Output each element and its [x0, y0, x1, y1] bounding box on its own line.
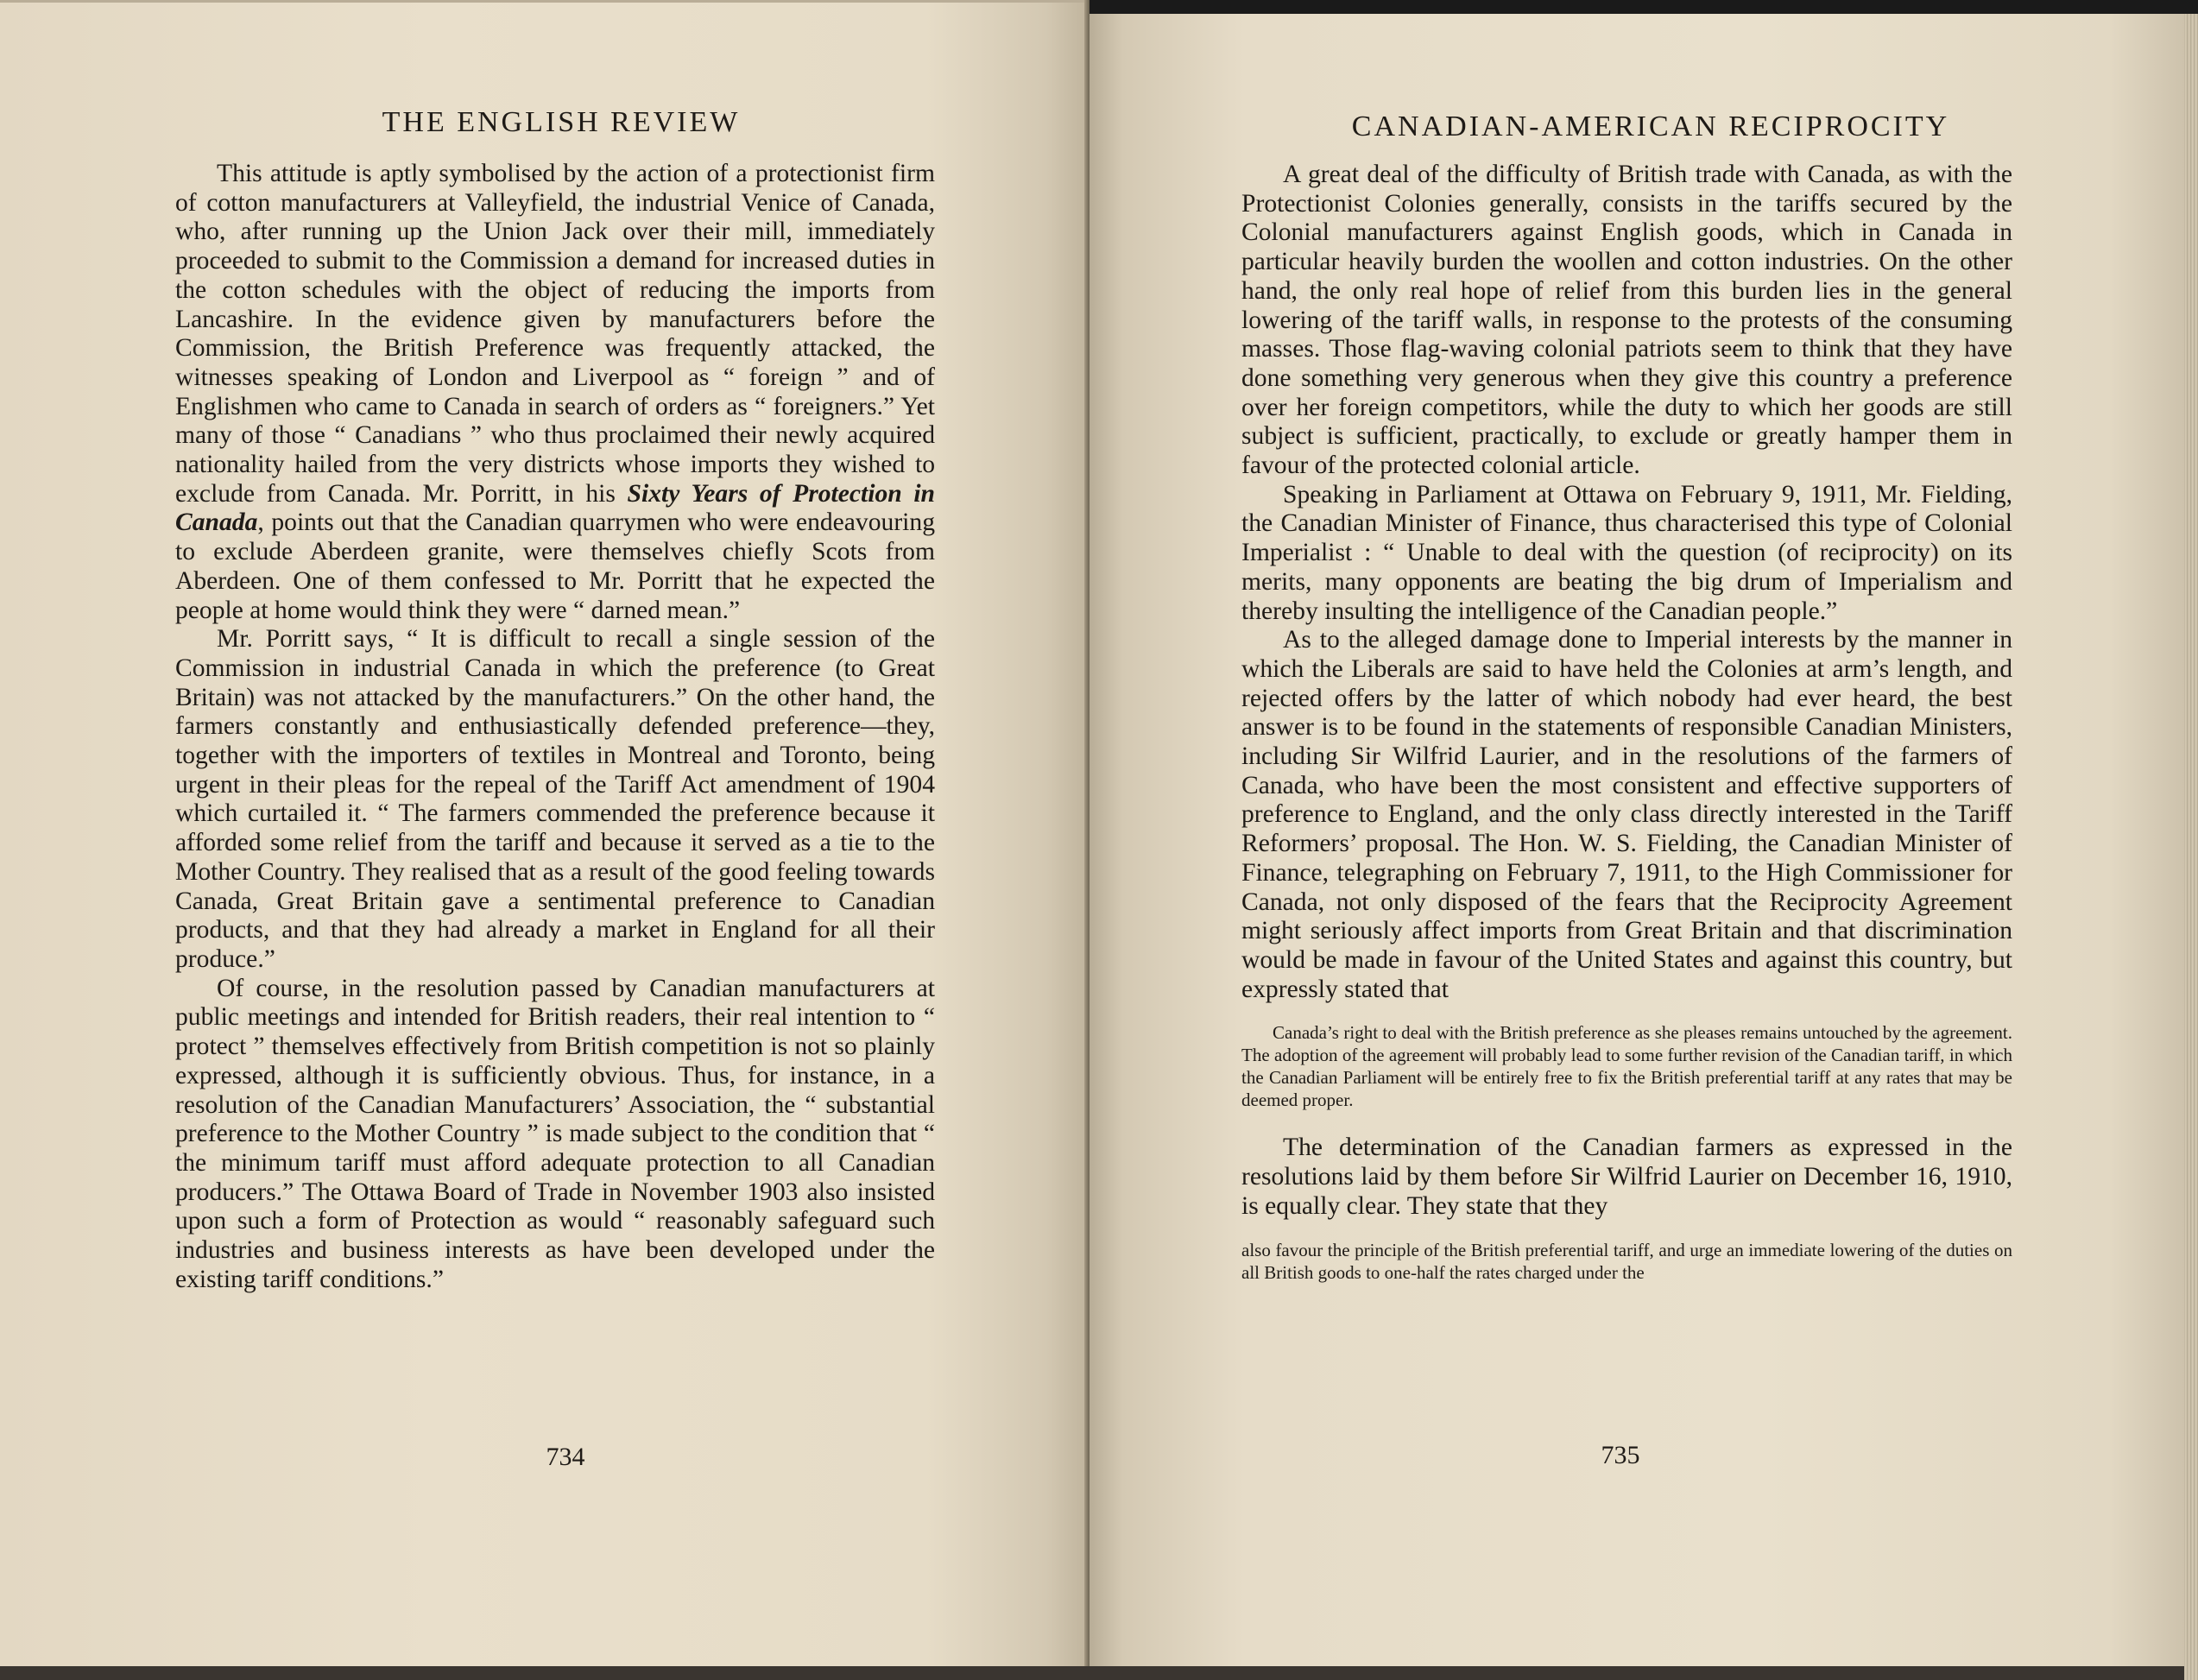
paragraph: As to the alleged damage done to Imperial interests by the manner in which the Liberals are said to have held the Colonies at arm’s length, and rejected offers by the latter of which nobody had ever heard, the best answer is to be found in the statements of responsible Canadian Ministers, including Sir Wilfrid Laurier, and in the resolutions of the farmers of Canada, who have been the most consistent and effective supporters of preference to England, and the only class directly interested in the Tariff Reformers’ proposal. The Hon. W. S. Fielding, the Canadian Minister of Finance, telegraphing on February 7, 1911, to the High Commissioner for Canada, not only disposed of the fears that the Reciprocity Agreement might seriously affect imports from Great Britain and that discrimination would be made in favour of the United States and against this country, but expressly stated that [1241, 626, 2012, 1003]
paragraph: Speaking in Parliament at Ottawa on February 9, 1911, Mr. Fielding, the Canadian Minister of Finance, thus characterised this type of Colonial Imperialist : “ Unable to deal with the question (of reciprocity) on its merits, many opponents are beating the big drum of Imperialism and thereby insulting the intelligence of the Canadian people.” [1241, 480, 2012, 625]
paragraph-text: , points out that the Canadian quarrymen who were endeavouring to exclude Aberdeen granite, were themselves chiefly Scots from Aberdeen. One of them confessed to Mr. Porritt that he expected the people at home would think they were “ darned mean.” [175, 508, 935, 624]
page-number-left: 734 [546, 1443, 585, 1471]
left-page-body [175, 160, 935, 1294]
page-number-right: 735 [1601, 1441, 1640, 1469]
block-quote: Canada’s right to deal with the British preference as she pleases remains untouched by the agreement. The adoption of the agreement will probably lead to some further revision of the Canadian tariff, in which the Canadian Parliament will be entirely free to fix the British preferential tariff at any rates that may be deemed proper. [1241, 1022, 2012, 1111]
paragraph: Mr. Porritt says, “ It is difficult to recall a single session of the Commission in industrial Canada in which the preference (to Great Britain) was not attacked by the manufacturers.” On the other hand, the farmers constantly and enthusiastically defended preference—they, together with the importers of textiles in Montreal and Toronto, being urgent in their pleas for the repeal of the Tariff Act amendment of 1904 which curtailed it. “ The farmers commended the preference because it afforded some relief from the tariff and because it served as a tie to the Mother Country. They realised that as a result of the good feeling towards Canada, Great Britain gave a sentimental preference to Canadian products, and that they had already a market in England for all their produce.” [175, 625, 935, 973]
paragraph [175, 160, 935, 625]
running-head-right: CANADIAN-AMERICAN RECIPROCITY [1351, 111, 1950, 142]
block-quote: also favour the principle of the British preferential tariff, and urge an immediate lowering of the duties on all British goods to one-half the rates charged under the [1241, 1239, 2012, 1283]
right-page-body [1241, 161, 2012, 1284]
paragraph: A great deal of the difficulty of British trade with Canada, as with the Protectionist Colonies generally, consists in the tariffs secured by the Colonial manufacturers against English goods, which in Canada in particular heavily burden the woollen and cotton industries. On the other hand, the only real hope of relief from this burden lies in the general lowering of the tariff walls, in response to the protests of the consuming masses. Those flag-waving colonial patriots seem to think that they have done something very generous when they give this country a preference over her foreign competitors, while the duty to which her goods are still subject is sufficient, practically, to exclude or greatly hamper them in favour of the protected colonial article. [1241, 161, 2012, 480]
book-title: Sixty Years of Protection in Canada [175, 479, 935, 537]
right-page [1090, 0, 2198, 1666]
left-page [0, 0, 1090, 1666]
paragraph-text: This attitude is aptly symbolised by the action of a protectionist firm of cotton manufacturers at Valleyfield, the industrial Venice of Canada, who, after running up the Union Jack over their mill, immediately proceeded to submit to the Commission a demand for increased duties in the cotton schedules with the object of reducing the imports from Lancashire. In the evidence given by manufacturers before the Commission, the British Preference was frequently attacked, the witnesses speaking of London and Liverpool as “ foreign ” and of Englishmen who came to Canada in search of orders as “ foreigners.” Yet many of those “ Canadians ” who thus proclaimed their newly acquired nationality hailed from the very districts whose imports they wished to exclude from Canada. Mr. Porritt, in his [175, 160, 935, 508]
page-edge [2184, 14, 2198, 1680]
running-head-left: THE ENGLISH REVIEW [382, 106, 741, 138]
paragraph: Of course, in the resolution passed by Canadian manufacturers at public meetings and intended for British readers, their real intention to “ protect ” themselves effectively from British competition is not so plainly expressed, although it is sufficiently obvious. Thus, for instance, in a resolution of the Canadian Manufacturers’ Association, the “ substantial preference to the Mother Country ” is made subject to the condition that “ the minimum tariff must afford adequate protection to all Canadian producers.” The Ottawa Board of Trade in November 1903 also insisted upon such a form of Protection as would “ reasonably safeguard such industries and business interests as have been developed under the existing tariff conditions.” [175, 974, 935, 1293]
paragraph: The determination of the Canadian farmers as expressed in the resolutions laid by them before Sir Wilfrid Laurier on December 16, 1910, is equally clear. They state that they [1241, 1134, 2012, 1220]
